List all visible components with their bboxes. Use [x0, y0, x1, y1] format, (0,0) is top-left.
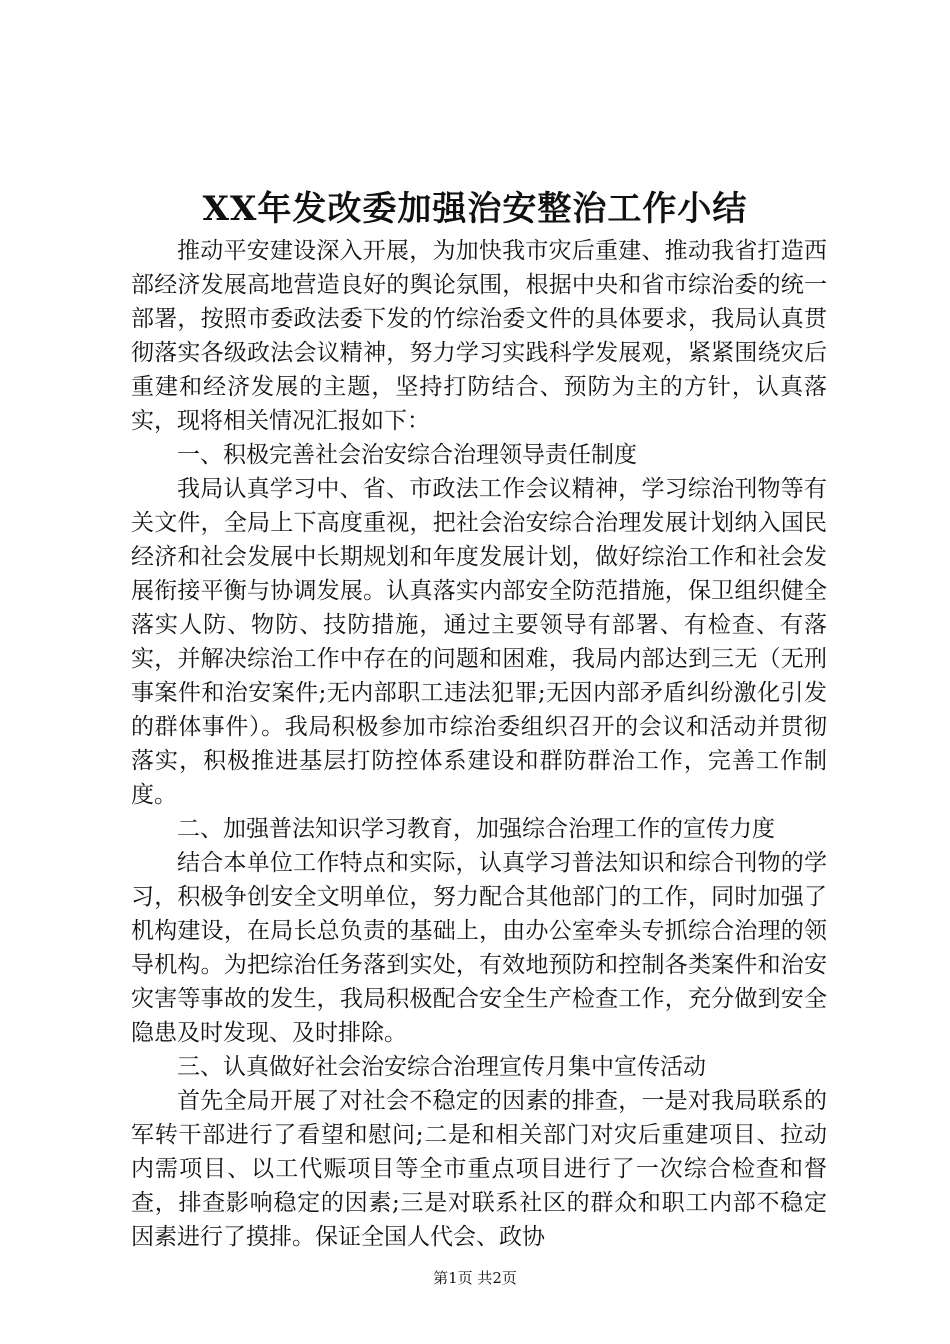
document-body — [131, 234, 827, 1254]
paragraph-intro: 推动平安建设深入开展，为加快我市灾后重建、推动我省打造西部经济发展高地营造良好的舆论氛围，根据中央和省市综治委的统一部署，按照市委政法委下发的竹综治委文件的具体要求，我局认真贯彻落实各级政法会议精神，努力学习实践科学发展观，紧紧围绕灾后重建和经济发展的主题，坚持打防结合、预防为主的方针，认真落实，现将相关情况汇报如下： — [131, 238, 827, 434]
paragraph-section-2: 结合本单位工作特点和实际，认真学习普法知识和综合刊物的学习，积极争创安全文明单位，努力配合其他部门的工作，同时加强了机构建设，在局长总负责的基础上，由办公室牵头专抓综合治理的领导机构。为把综治任务落到实处，有效地预防和控制各类案件和治安灾害等事故的发生，我局积极配合安全生产检查工作，充分做到安全隐患及时发现、及时排除。 — [131, 850, 827, 1046]
paragraph-section-1: 我局认真学习中、省、市政法工作会议精神，学习综治刊物等有关文件，全局上下高度重视，把社会治安综合治理发展计划纳入国民经济和社会发展中长期规划和年度发展计划，做好综治工作和社会发展衔接平衡与协调发展。认真落实内部安全防范措施，保卫组织健全落实人防、物防、技防措施，通过主要领导有部署、有检查、有落实，并解决综治工作中存在的问题和困难，我局内部达到三无（无刑事案件和治安案件;无内部职工违法犯罪;无因内部矛盾纠纷激化引发的群体事件）。我局积极参加市综治委组织召开的会议和活动并贯彻落实，积极推进基层打防控体系建设和群防群治工作，完善工作制度。 — [131, 476, 827, 808]
section-heading-1: 一、积极完善社会治安综合治理领导责任制度 — [177, 442, 637, 468]
section-heading-2: 二、加强普法知识学习教育，加强综合治理工作的宣传力度 — [177, 816, 775, 842]
page-number-footer: 第1页 共2页 — [433, 1269, 517, 1287]
paragraph-section-3: 首先全局开展了对社会不稳定的因素的排查，一是对我局联系的军转干部进行了看望和慰问;二是和相关部门对灾后重建项目、拉动内需项目、以工代赈项目等全市重点项目进行了一次综合检查和督查，排查影响稳定的因素;三是对联系社区的群众和职工内部不稳定因素进行了摸排。保证全国人代会、政协 — [131, 1088, 827, 1250]
section-heading-3: 三、认真做好社会治安综合治理宣传月集中宣传活动 — [177, 1054, 706, 1080]
document-title: XX年发改委加强治安整治工作小结 — [202, 189, 748, 229]
